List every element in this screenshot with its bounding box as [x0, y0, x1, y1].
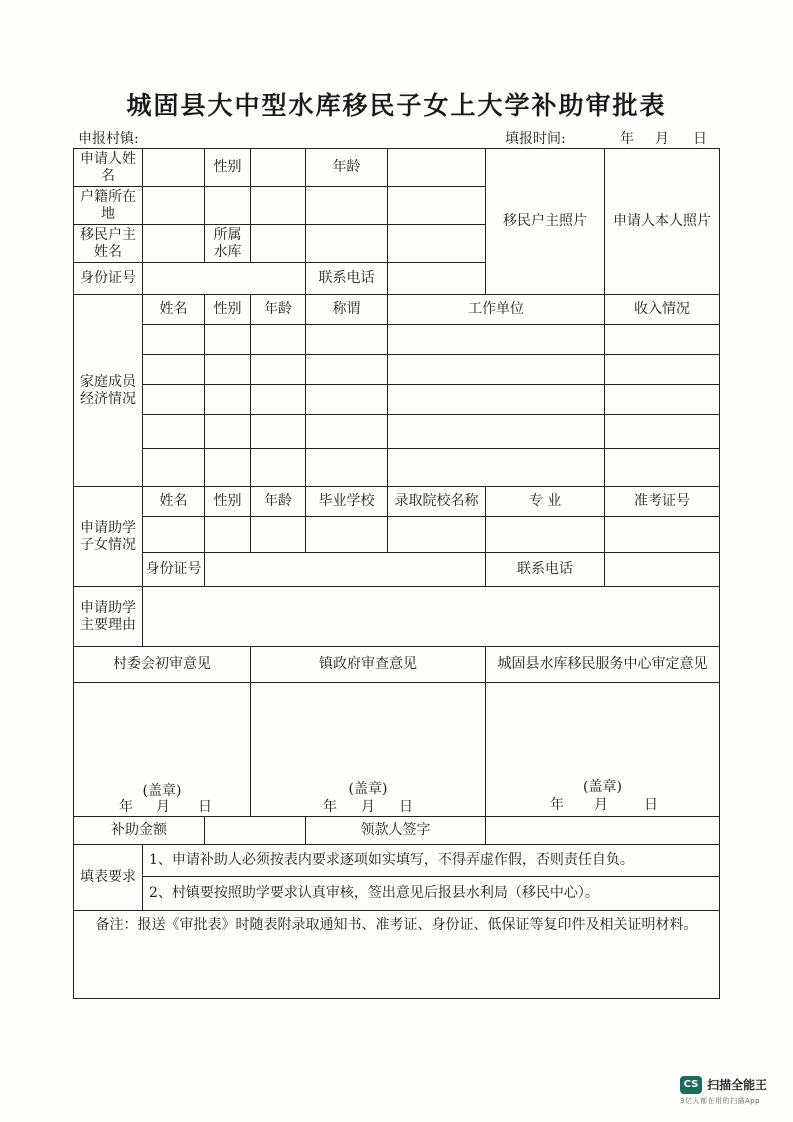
requirement-row-2	[74, 877, 720, 911]
requirements-label: 填表要求	[74, 845, 143, 911]
opinions-header-row	[74, 647, 720, 683]
student-col-major: 专 业	[486, 487, 605, 517]
signature-field[interactable]	[486, 817, 720, 845]
family-row	[74, 449, 720, 487]
family-col-age: 年龄	[251, 295, 306, 325]
center-opinion-title: 城固县水库移民服务中心审定意见	[486, 647, 720, 683]
fill-day: 日	[693, 131, 707, 147]
center-year: 年	[550, 797, 564, 813]
note-text: 备注：报送《审批表》时随表附录取通知书、准考证、身份证、低保证等复印件及相关证明材料。	[74, 911, 720, 999]
center-day: 日	[644, 797, 658, 813]
family-col-relation: 称谓	[306, 295, 388, 325]
student-id-field[interactable]	[205, 553, 486, 587]
amount-label: 补助金额	[74, 817, 205, 845]
student-col-age: 年龄	[251, 487, 306, 517]
host-name-field[interactable]	[143, 225, 205, 263]
village-label: 申报村镇:	[78, 131, 139, 147]
applicant-photo-box[interactable]: 申请人本人照片	[605, 149, 720, 295]
center-opinion-box[interactable]	[486, 683, 720, 817]
signature-label: 领款人签字	[306, 817, 486, 845]
age-label: 年龄	[306, 149, 388, 187]
center-seal: (盖章)	[583, 779, 622, 795]
reason-label: 申请助学主要理由	[74, 587, 143, 647]
approval-form-table	[73, 148, 720, 999]
reservoir-field[interactable]	[251, 225, 306, 263]
town-day: 日	[399, 799, 413, 815]
applicant-row-1	[74, 149, 720, 187]
hukou-field[interactable]	[143, 187, 205, 225]
student-header-row	[74, 487, 720, 517]
host-photo-box[interactable]: 移民户主照片	[486, 149, 605, 295]
gender-field[interactable]	[251, 149, 306, 187]
student-col-college: 录取院校名称	[388, 487, 486, 517]
note-row	[74, 911, 720, 999]
town-seal: (盖章)	[348, 781, 388, 797]
opinions-body-row	[74, 683, 720, 817]
family-header-row	[74, 295, 720, 325]
age-field[interactable]	[388, 149, 486, 187]
hukou-label: 户籍所在地	[74, 187, 143, 225]
family-col-gender: 性别	[205, 295, 251, 325]
family-row	[74, 415, 720, 449]
family-col-income: 收入情况	[605, 295, 720, 325]
fill-year: 年	[620, 131, 634, 147]
reason-field[interactable]	[143, 587, 720, 647]
center-month: 月	[594, 797, 608, 813]
village-seal: (盖章)	[142, 783, 182, 799]
village-month: 月	[156, 799, 170, 815]
student-id-label: 身份证号	[143, 553, 205, 587]
requirement-item: 2、村镇要按照助学要求认真审核，签出意见后报县水利局（移民中心）。	[143, 877, 720, 911]
reason-row	[74, 587, 720, 647]
village-opinion-title: 村委会初审意见	[74, 647, 251, 683]
form-title: 城固县大中型水库移民子女上大学补助审批表	[126, 91, 667, 120]
applicant-name-field[interactable]	[143, 149, 205, 187]
student-phone-field[interactable]	[605, 553, 720, 587]
applicant-id-label: 身份证号	[74, 263, 143, 295]
gender-label: 性别	[205, 149, 251, 187]
student-id-row	[74, 553, 720, 587]
student-row	[74, 517, 720, 553]
family-col-name: 姓名	[143, 295, 205, 325]
student-phone-label: 联系电话	[486, 553, 605, 587]
village-day: 日	[198, 799, 212, 815]
requirement-item: 1、申请补助人必须按表内要求逐项如实填写，不得弄虚作假，否则责任自负。	[143, 845, 720, 877]
scanner-watermark	[680, 1074, 790, 1106]
amount-field[interactable]	[205, 817, 306, 845]
town-year: 年	[323, 799, 337, 815]
reservoir-label: 所属水库	[205, 225, 251, 263]
applicant-name-label: 申请人姓名	[74, 149, 143, 187]
family-row	[74, 325, 720, 355]
student-col-exam-id: 准考证号	[605, 487, 720, 517]
fill-month: 月	[655, 131, 669, 147]
family-row	[74, 355, 720, 385]
fill-time-line	[505, 128, 720, 148]
student-col-gender: 性别	[205, 487, 251, 517]
applicant-phone-field[interactable]	[388, 263, 486, 295]
student-col-school: 毕业学校	[306, 487, 388, 517]
applicant-phone-label: 联系电话	[306, 263, 388, 295]
town-opinion-box[interactable]	[251, 683, 486, 817]
village-opinion-box[interactable]	[74, 683, 251, 817]
town-month: 月	[361, 799, 375, 815]
watermark-tagline: 3亿人都在用的扫描App	[680, 1096, 761, 1105]
student-section-label: 申请助学子女情况	[74, 487, 143, 587]
town-opinion-title: 镇政府审查意见	[251, 647, 486, 683]
watermark-name: 扫描全能王	[707, 1078, 768, 1092]
family-col-workplace: 工作单位	[388, 295, 605, 325]
family-row	[74, 385, 720, 415]
fill-time-label: 填报时间:	[505, 131, 566, 147]
family-section-label: 家庭成员经济情况	[74, 295, 143, 487]
host-name-label: 移民户主姓名	[74, 225, 143, 263]
student-col-name: 姓名	[143, 487, 205, 517]
payment-row	[74, 817, 720, 845]
applicant-id-field[interactable]	[143, 263, 306, 295]
requirement-row-1	[74, 845, 720, 877]
camscanner-logo-icon: CS	[680, 1076, 702, 1094]
village-year: 年	[119, 799, 133, 815]
